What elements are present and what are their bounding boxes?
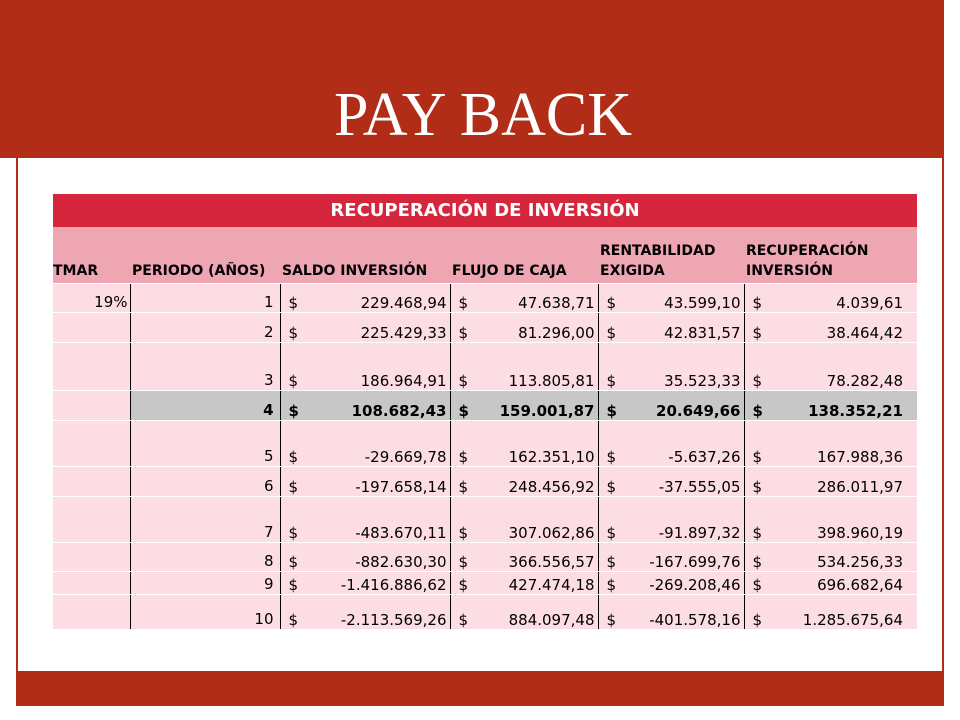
amount-value: 307.062,86 <box>508 524 595 542</box>
periodo-cell: 1 <box>130 284 280 313</box>
currency-symbol: $ <box>458 448 469 466</box>
amount-value: 78.282,48 <box>826 372 903 390</box>
currency-symbol: $ <box>288 553 299 571</box>
flujo-cell <box>450 343 598 391</box>
amount-value: 159.001,87 <box>499 402 595 420</box>
amount-value: 113.805,81 <box>508 372 595 390</box>
currency-symbol: $ <box>458 524 469 542</box>
rentabilidad-cell <box>598 313 744 343</box>
tmar-cell <box>53 572 130 595</box>
flujo-cell <box>450 543 598 572</box>
currency-symbol: $ <box>458 553 469 571</box>
currency-symbol: $ <box>752 372 763 390</box>
footer-band <box>16 671 944 706</box>
amount-value: -882.630,30 <box>355 553 447 571</box>
recuperacion-cell <box>744 421 917 467</box>
currency-symbol: $ <box>752 576 763 594</box>
amount-value: 35.523,33 <box>664 372 741 390</box>
tmar-cell <box>53 467 130 497</box>
amount-value: -1.416.886,62 <box>340 576 447 594</box>
header-tmar: TMAR <box>53 227 130 284</box>
header-saldo: SALDO INVERSIÓN <box>280 227 450 284</box>
periodo-cell: 4 <box>130 391 280 421</box>
table-row <box>53 421 917 467</box>
tmar-cell <box>53 595 130 630</box>
currency-symbol: $ <box>458 324 469 342</box>
periodo-cell: 2 <box>130 313 280 343</box>
currency-symbol: $ <box>606 478 617 496</box>
currency-symbol: $ <box>606 553 617 571</box>
saldo-cell <box>280 284 450 313</box>
table-row <box>53 313 917 343</box>
amount-value: -269.208,46 <box>649 576 741 594</box>
table-row <box>53 595 917 630</box>
table-row <box>53 284 917 313</box>
amount-value: 162.351,10 <box>508 448 595 466</box>
currency-symbol: $ <box>288 372 299 390</box>
recuperacion-cell <box>744 343 917 391</box>
table-row <box>53 391 917 421</box>
amount-value: 1.285.675,64 <box>802 611 903 629</box>
currency-symbol: $ <box>752 448 763 466</box>
rentabilidad-cell <box>598 572 744 595</box>
currency-symbol: $ <box>288 402 299 420</box>
amount-value: 167.988,36 <box>817 448 903 466</box>
table-caption-row <box>53 194 917 227</box>
header-recuperacion: RECUPERACIÓN INVERSIÓN <box>744 227 917 284</box>
tmar-cell <box>53 421 130 467</box>
saldo-cell <box>280 421 450 467</box>
periodo-cell: 9 <box>130 572 280 595</box>
currency-symbol: $ <box>606 294 617 312</box>
amount-value: 4.039,61 <box>836 294 903 312</box>
currency-symbol: $ <box>752 478 763 496</box>
amount-value: 884.097,48 <box>508 611 595 629</box>
currency-symbol: $ <box>752 294 763 312</box>
amount-value: 225.429,33 <box>360 324 447 342</box>
currency-symbol: $ <box>606 611 617 629</box>
amount-value: -91.897,32 <box>658 524 741 542</box>
tmar-cell <box>53 313 130 343</box>
tmar-cell <box>53 543 130 572</box>
saldo-cell <box>280 572 450 595</box>
header-flujo: FLUJO DE CAJA <box>450 227 598 284</box>
recuperacion-cell <box>744 284 917 313</box>
recuperacion-cell <box>744 595 917 630</box>
table-row <box>53 543 917 572</box>
flujo-cell <box>450 391 598 421</box>
slide-title: PAY BACK <box>333 81 633 149</box>
amount-value: 248.456,92 <box>508 478 595 496</box>
periodo-cell: 3 <box>130 343 280 391</box>
currency-symbol: $ <box>752 524 763 542</box>
tmar-cell <box>53 343 130 391</box>
currency-symbol: $ <box>458 576 469 594</box>
currency-symbol: $ <box>458 611 469 629</box>
frame-left <box>16 96 18 706</box>
currency-symbol: $ <box>606 448 617 466</box>
flujo-cell <box>450 421 598 467</box>
flujo-cell <box>450 595 598 630</box>
recuperacion-cell <box>744 467 917 497</box>
periodo-cell: 10 <box>130 595 280 630</box>
currency-symbol: $ <box>288 324 299 342</box>
rentabilidad-cell <box>598 543 744 572</box>
amount-value: -197.658,14 <box>355 478 447 496</box>
currency-symbol: $ <box>458 402 469 420</box>
saldo-cell <box>280 343 450 391</box>
amount-value: 229.468,94 <box>360 294 447 312</box>
tmar-cell <box>53 391 130 421</box>
rentabilidad-cell <box>598 284 744 313</box>
amount-value: 186.964,91 <box>360 372 447 390</box>
recuperacion-cell <box>744 572 917 595</box>
periodo-cell: 8 <box>130 543 280 572</box>
rentabilidad-cell <box>598 391 744 421</box>
amount-value: -29.669,78 <box>364 448 447 466</box>
flujo-cell <box>450 467 598 497</box>
amount-value: 42.831,57 <box>664 324 741 342</box>
periodo-cell: 5 <box>130 421 280 467</box>
header-rentabilidad: RENTABILIDAD EXIGIDA <box>598 227 744 284</box>
currency-symbol: $ <box>458 478 469 496</box>
currency-symbol: $ <box>606 524 617 542</box>
tmar-cell <box>53 497 130 543</box>
saldo-cell <box>280 595 450 630</box>
currency-symbol: $ <box>288 611 299 629</box>
amount-value: 534.256,33 <box>817 553 903 571</box>
amount-value: 696.682,64 <box>817 576 903 594</box>
currency-symbol: $ <box>606 324 617 342</box>
currency-symbol: $ <box>288 576 299 594</box>
recuperacion-cell <box>744 543 917 572</box>
currency-symbol: $ <box>752 402 763 420</box>
saldo-cell <box>280 497 450 543</box>
currency-symbol: $ <box>288 478 299 496</box>
amount-value: 286.011,97 <box>817 478 903 496</box>
flujo-cell <box>450 284 598 313</box>
table-row <box>53 343 917 391</box>
rentabilidad-cell <box>598 343 744 391</box>
currency-symbol: $ <box>288 294 299 312</box>
saldo-cell <box>280 313 450 343</box>
currency-symbol: $ <box>752 324 763 342</box>
saldo-cell <box>280 467 450 497</box>
periodo-cell: 7 <box>130 497 280 543</box>
recuperacion-cell <box>744 497 917 543</box>
recuperacion-cell <box>744 313 917 343</box>
currency-symbol: $ <box>752 611 763 629</box>
table-row <box>53 572 917 595</box>
frame-right <box>942 150 944 706</box>
currency-symbol: $ <box>752 553 763 571</box>
flujo-cell <box>450 497 598 543</box>
header-row <box>53 227 917 284</box>
flujo-cell <box>450 572 598 595</box>
amount-value: -167.699,76 <box>649 553 741 571</box>
rentabilidad-cell <box>598 421 744 467</box>
saldo-cell <box>280 543 450 572</box>
table-row <box>53 497 917 543</box>
rentabilidad-cell <box>598 595 744 630</box>
flujo-cell <box>450 313 598 343</box>
rentabilidad-cell <box>598 497 744 543</box>
saldo-cell <box>280 391 450 421</box>
table-caption: RECUPERACIÓN DE INVERSIÓN <box>53 194 917 227</box>
amount-value: 38.464,42 <box>826 324 903 342</box>
currency-symbol: $ <box>288 524 299 542</box>
amount-value: 47.638,71 <box>518 294 595 312</box>
amount-value: -401.578,16 <box>649 611 741 629</box>
currency-symbol: $ <box>606 576 617 594</box>
amount-value: 366.556,57 <box>508 553 595 571</box>
amount-value: 20.649,66 <box>656 402 741 420</box>
amount-value: 108.682,43 <box>351 402 447 420</box>
amount-value: 43.599,10 <box>664 294 741 312</box>
table-row <box>53 467 917 497</box>
amount-value: -5.637,26 <box>668 448 741 466</box>
recuperacion-cell <box>744 391 917 421</box>
currency-symbol: $ <box>606 372 617 390</box>
amount-value: 398.960,19 <box>817 524 903 542</box>
amount-value: -37.555,05 <box>658 478 741 496</box>
amount-value: 138.352,21 <box>808 402 903 420</box>
amount-value: 427.474,18 <box>508 576 595 594</box>
amount-value: 81.296,00 <box>518 324 595 342</box>
currency-symbol: $ <box>606 402 617 420</box>
amount-value: -2.113.569,26 <box>340 611 447 629</box>
tmar-cell: 19% <box>53 284 130 313</box>
amount-value: -483.670,11 <box>355 524 447 542</box>
rentabilidad-cell <box>598 467 744 497</box>
payback-table <box>53 194 917 630</box>
currency-symbol: $ <box>288 448 299 466</box>
currency-symbol: $ <box>458 294 469 312</box>
header-periodo: PERIODO (AÑOS) <box>130 227 280 284</box>
currency-symbol: $ <box>458 372 469 390</box>
periodo-cell: 6 <box>130 467 280 497</box>
